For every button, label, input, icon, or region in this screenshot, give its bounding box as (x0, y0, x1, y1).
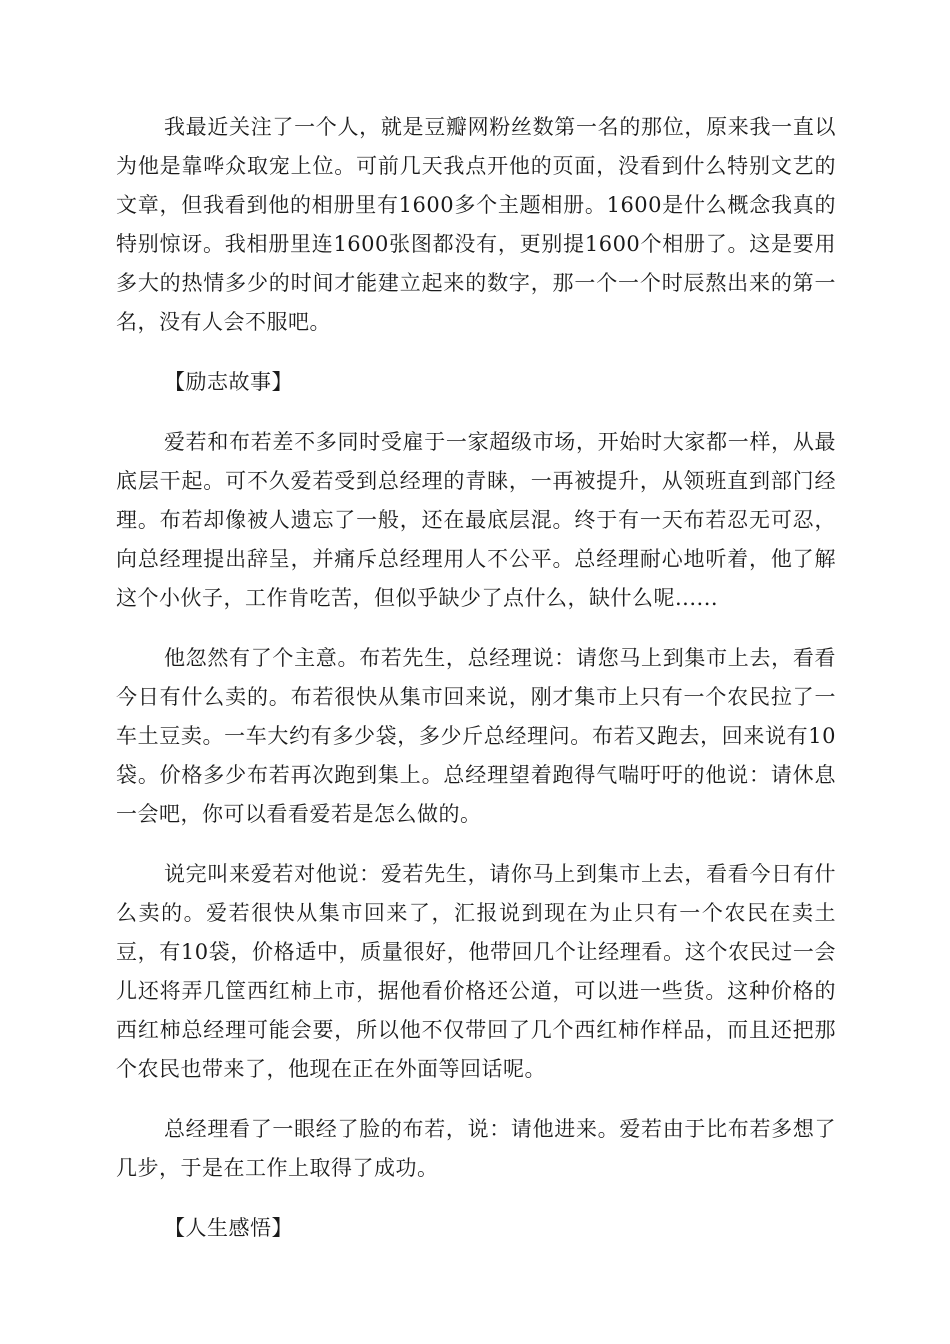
section-heading-inspirational-story: 【励志故事】 (164, 370, 293, 394)
document-page (116, 108, 836, 1269)
paragraph-buruo-task: 他忽然有了个主意。布若先生，总经理说：请您马上到集市上去，看看今日有什么卖的。布若很快从集市回来说，刚才集市上只有一个农民拉了一车土豆卖。一车大约有多少袋，多少斤总经理问。布若又跑去，回来说有10袋。价格多少布若再次跑到集上。总经理望着跑得气喘吁吁的他说：请休息一会吧，你可以看看爱若是怎么做的。 (116, 646, 836, 826)
paragraph-conclusion: 总经理看了一眼经了脸的布若，说：请他进来。爱若由于比布若多想了几步，于是在工作上取得了成功。 (116, 1117, 836, 1180)
paragraph-intro: 我最近关注了一个人，就是豆瓣网粉丝数第一名的那位，原来我一直以为他是靠哗众取宠上位。可前几天我点开他的页面，没看到什么特别文艺的文章，但我看到他的相册里有1600多个主题相册。1600是什么概念我真的特别惊讶。我相册里连1600张图都没有，更别提1600个相册了。这是要用多大的热情多少的时间才能建立起来的数字，那一个一个时辰熬出来的第一名，没有人会不服吧。 (116, 115, 836, 334)
paragraph-airuo-task: 说完叫来爱若对他说：爱若先生，请你马上到集市上去，看看今日有什么卖的。爱若很快从集市回来了，汇报说到现在为止只有一个农民在卖土豆，有10袋，价格适中，质量很好，他带回几个让经理看。这个农民过一会儿还将弄几筐西红柿上市，据他看价格还公道，可以进一些货。这种价格的西红柿总经理可能会要，所以他不仅带回了几个西红柿作样品，而且还把那个农民也带来了，他现在正在外面等回话呢。 (116, 862, 836, 1081)
paragraph-story-setup: 爱若和布若差不多同时受雇于一家超级市场，开始时大家都一样，从最底层干起。可不久爱若受到总经理的青睐，一再被提升，从领班直到部门经理。布若却像被人遗忘了一般，还在最底层混。终于有一天布若忍无可忍，向总经理提出辞呈，并痛斥总经理用人不公平。总经理耐心地听着，他了解这个小伙子，工作肯吃苦，但似乎缺少了点什么，缺什么呢...... (116, 430, 836, 610)
section-heading-life-insight: 【人生感悟】 (164, 1216, 293, 1240)
